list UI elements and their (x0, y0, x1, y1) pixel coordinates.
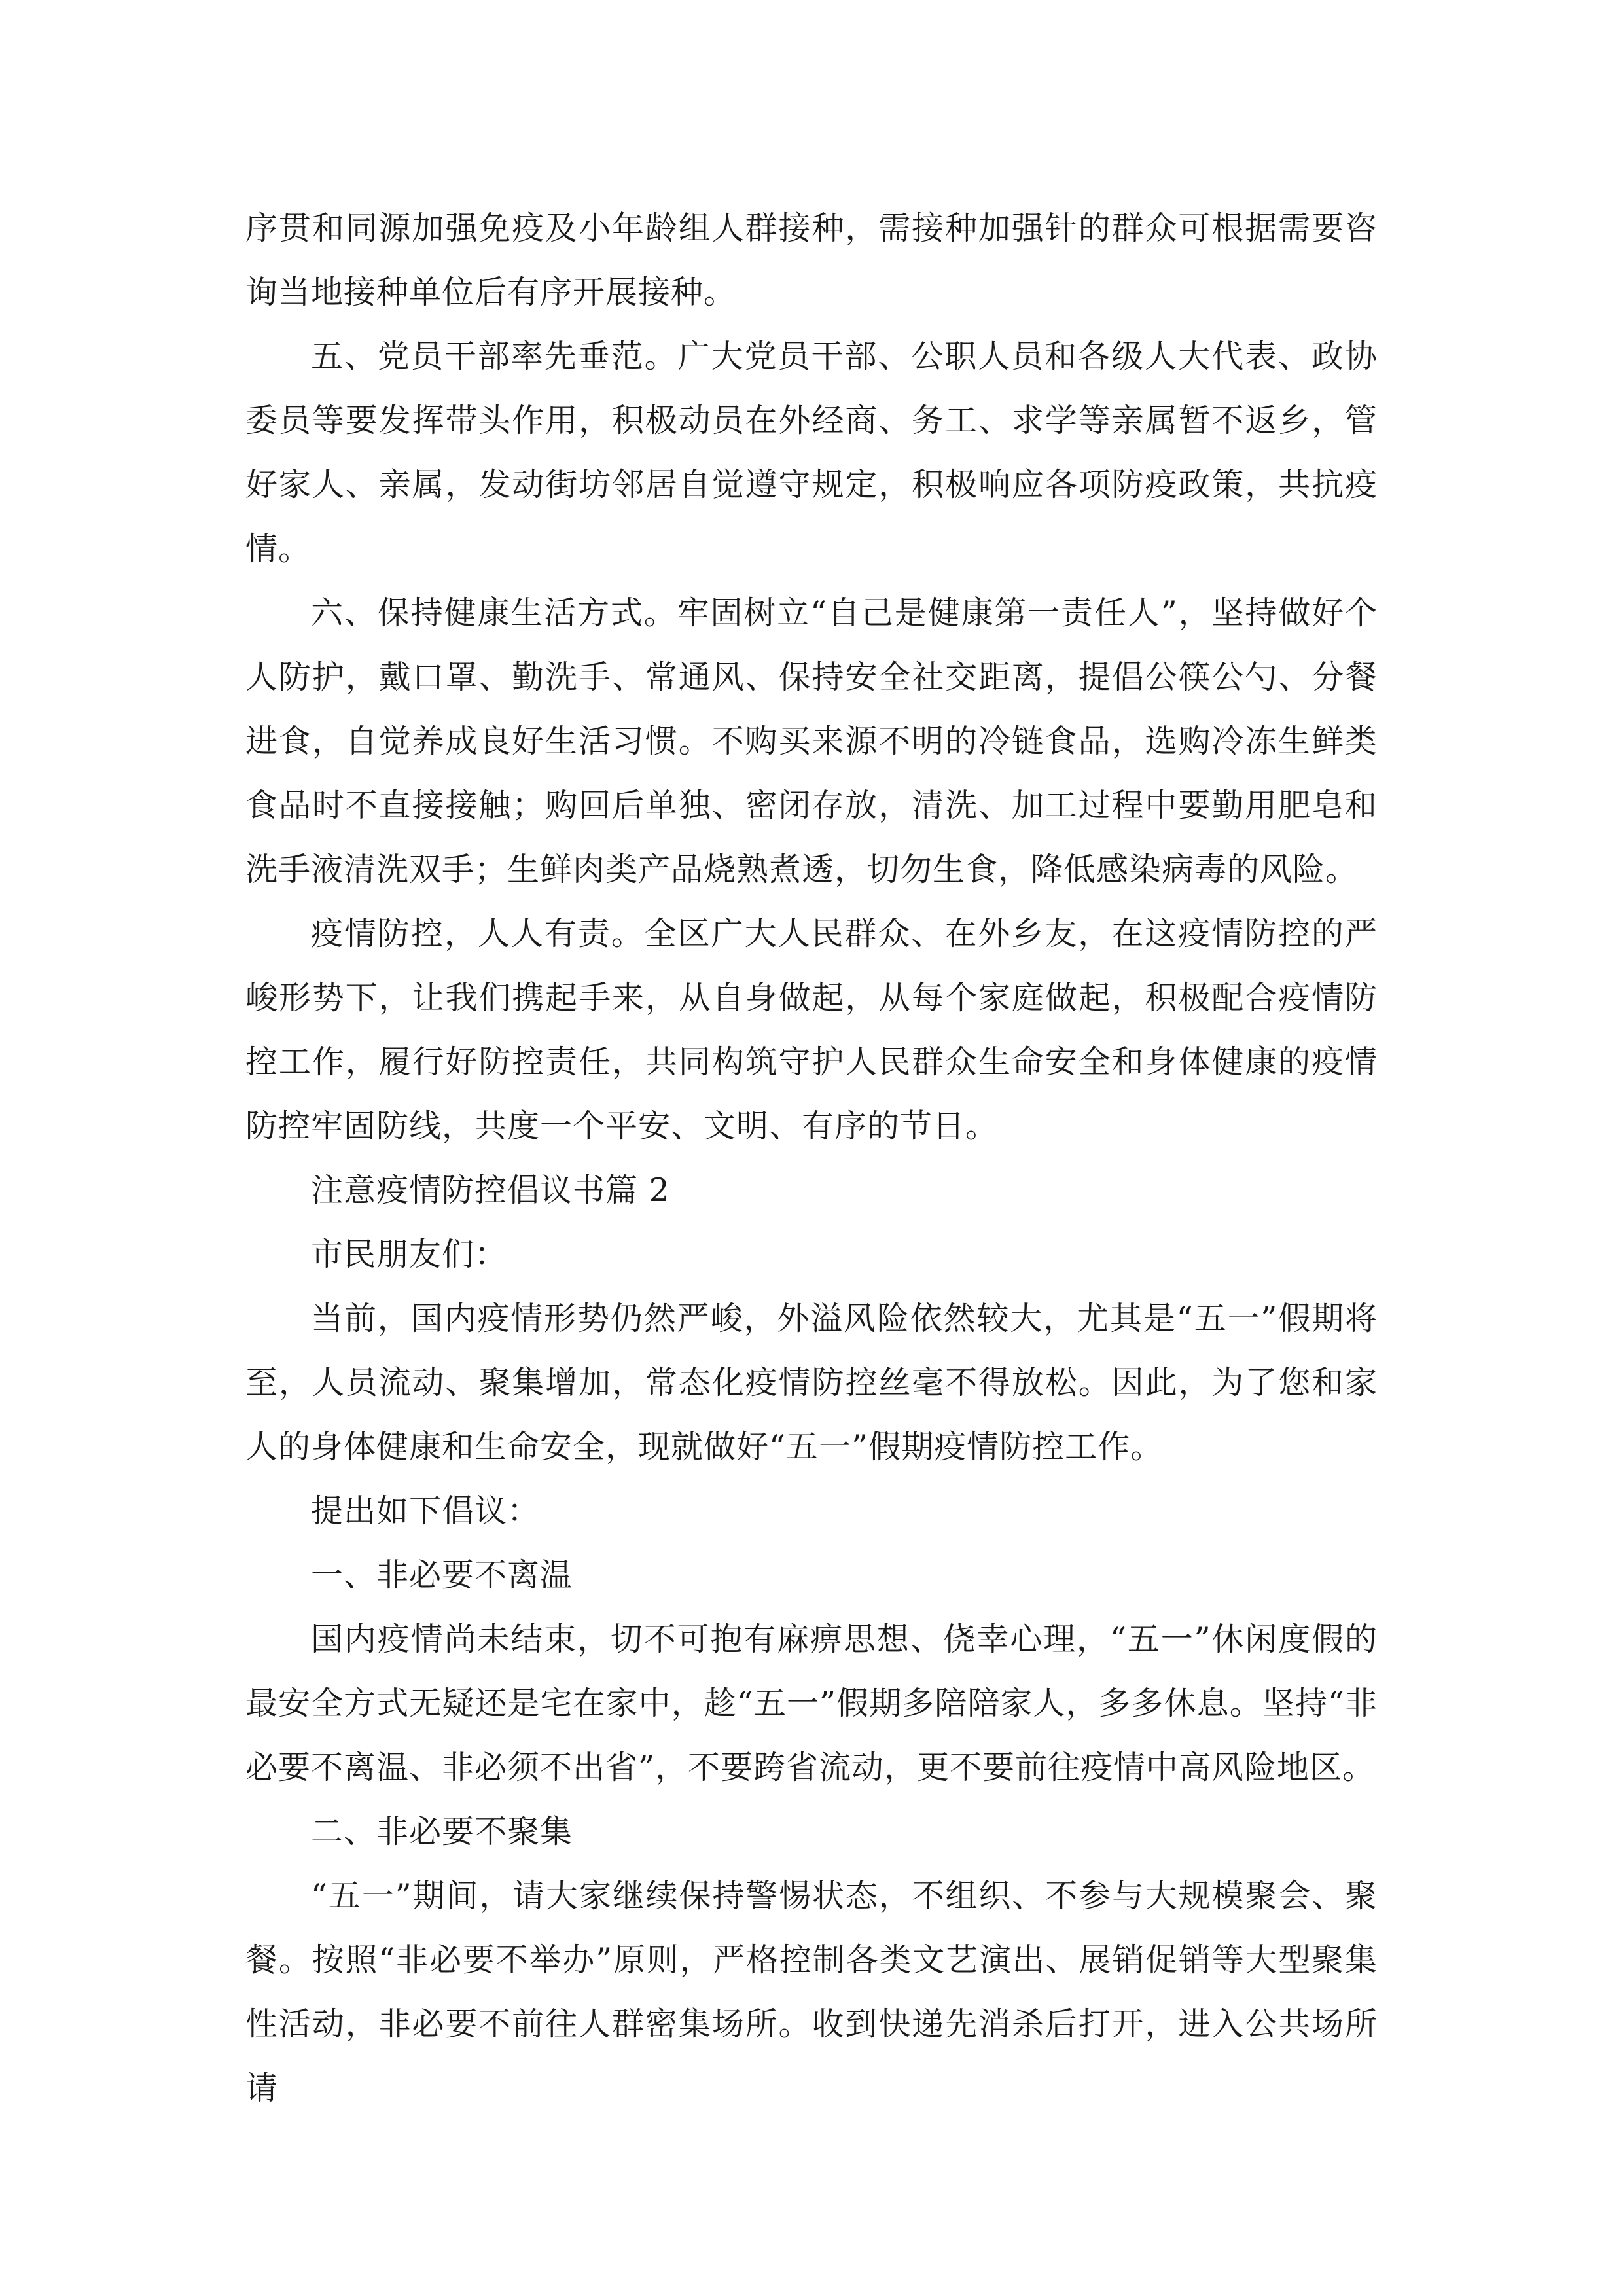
heading-item-two: 二、非必要不聚集 (311, 1813, 573, 1850)
paragraph-intro: 当前，国内疫情形势仍然严峻，外溢风险依然较大，尤其是“五一”假期将至，人员流动、聚集增加，常态化疫情防控丝毫不得放松。因此，为了您和家人的身体健康和生命安全，现就做好“五一”假期疫情防控工作。 (245, 1300, 1378, 1465)
paragraph-item-one-body: 国内疫情尚未结束，切不可抱有麻痹思想、侥幸心理，“五一”休闲度假的最安全方式无疑还是宅在家中，趁“五一”假期多陪陪家人，多多休息。坚持“非必要不离温、非必须不出省”，不要跨省流动，更不要前往疫情中高风险地区。 (245, 1621, 1378, 1786)
paragraph-continuation: 序贯和同源加强免疫及小年龄组人群接种，需接种加强针的群众可根据需要咨询当地接种单位后有序开展接种。 (245, 209, 1378, 311)
paragraph-item-six: 六、保持健康生活方式。牢固树立“自己是健康第一责任人”，坚持做好个人防护，戴口罩、勤洗手、常通风、保持安全社交距离，提倡公筷公勺、分餐进食，自觉养成良好生活习惯。不购买来源不明的冷链食品，选购冷冻生鲜类食品时不直接接触；购回后单独、密闭存放，清洗、加工过程中要勤用肥皂和洗手液清洗双手；生鲜肉类产品烧熟煮透，切勿生食，降低感染病毒的风险。 (245, 594, 1378, 888)
paragraph-item-two-body: “五一”期间，请大家继续保持警惕状态，不组织、不参与大规模聚会、聚餐。按照“非必要不举办”原则，严格控制各类文艺演出、展销促销等大型聚集性活动，非必要不前往人群密集场所。收到快递先消杀后打开，进入公共场所请 (245, 1877, 1378, 2107)
paragraph-item-five: 五、党员干部率先垂范。广大党员干部、公职人员和各级人大代表、政协委员等要发挥带头作用，积极动员在外经商、务工、求学等亲属暂不返乡，管好家人、亲属，发动街坊邻居自觉遵守规定，积极响应各项防疫政策，共抗疫情。 (245, 338, 1378, 567)
document-body (245, 196, 1378, 2121)
heading-item-one: 一、非必要不离温 (311, 1556, 573, 1594)
proposal-lead: 提出如下倡议： (311, 1492, 541, 1530)
paragraph-closing: 疫情防控，人人有责。全区广大人民群众、在外乡友，在这疫情防控的严峻形势下，让我们携起手来，从自身做起，从每个家庭做起，积极配合疫情防控工作，履行好防控责任，共同构筑守护人民群众生命安全和身体健康的疫情防控牢固防线，共度一个平安、文明、有序的节日。 (245, 915, 1378, 1145)
greeting-line: 市民朋友们： (311, 1236, 508, 1273)
section-title-part2: 注意疫情防控倡议书篇 2 (311, 1172, 670, 1209)
